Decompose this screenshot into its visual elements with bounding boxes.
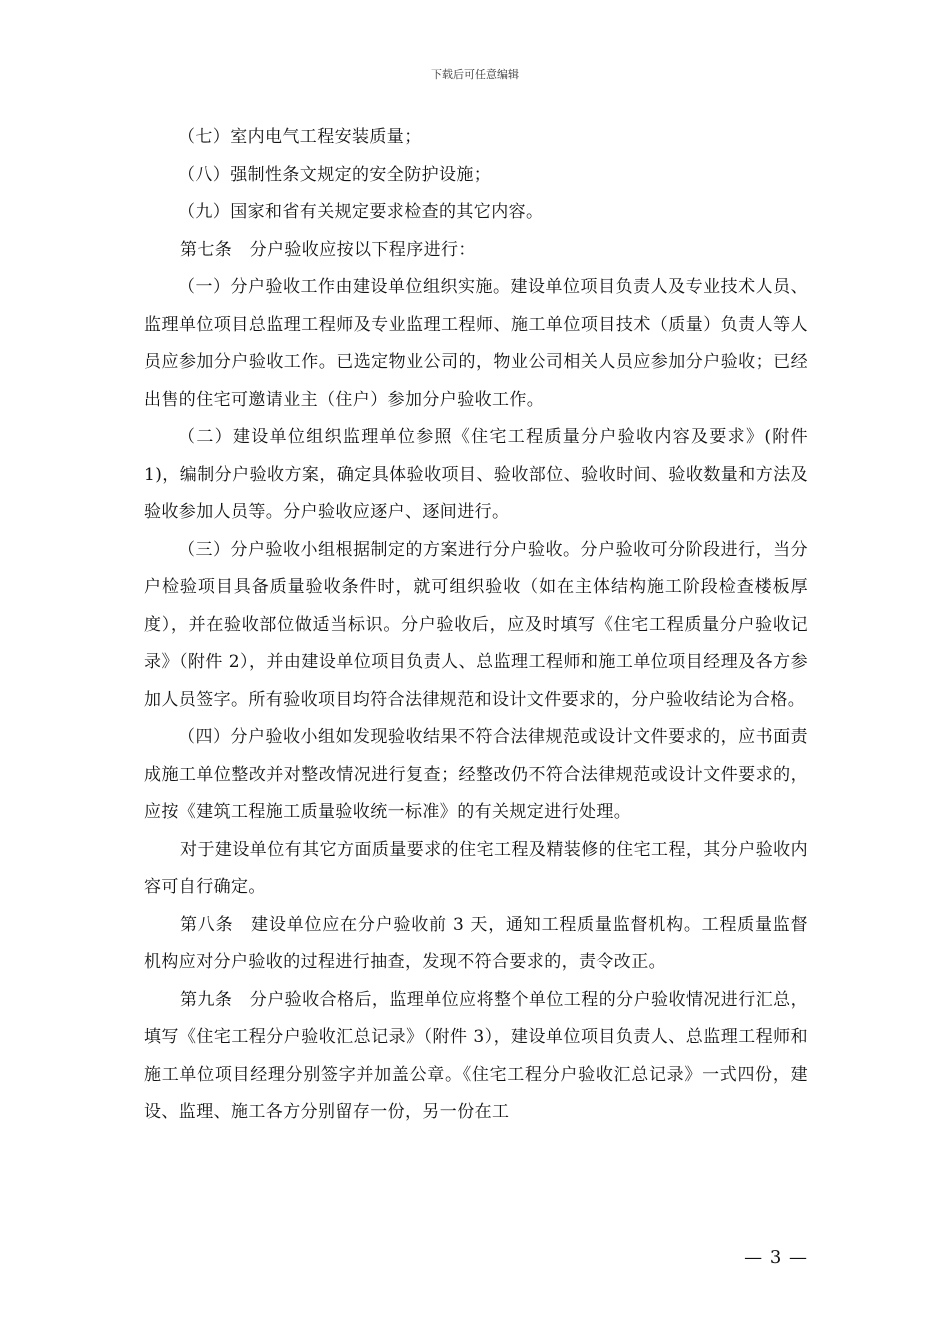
paragraph-procedure-2: （二）建设单位组织监理单位参照《住宅工程质量分户验收内容及要求》(附件 1)，编制分户验收方案，确定具体验收项目、验收部位、验收时间、验收数量和方法及验收参加人员等。分户验收应逐户、逐间进行。 bbox=[144, 427, 808, 522]
page-header-note: 下载后可任意编辑 bbox=[431, 68, 519, 81]
article-8: 第八条 建设单位应在分户验收前 3 天，通知工程质量监督机构。工程质量监督机构应对分户验收的过程进行抽查，发现不符合要求的，责令改正。 bbox=[144, 914, 808, 972]
page-number: — 3 — bbox=[744, 1247, 808, 1268]
paragraph-item-9: （九）国家和省有关规定要求检查的其它内容。 bbox=[178, 202, 544, 222]
paragraph-procedure-3: （三）分户验收小组根据制定的方案进行分户验收。分户验收可分阶段进行，当分户检验项目具备质量验收条件时，就可组织验收（如在主体结构施工阶段检查楼板厚度），并在验收部位做适当标识。分户验收后，应及时填写《住宅工程质量分户验收记录》（附件 2），并由建设单位项目负责人、总监理工程师和施工单位项目经理及各方参加人员签字。所有验收项目均符合法律规范和设计文件要求的，分户验收结论为合格。 bbox=[144, 539, 808, 710]
paragraph-additional-requirements: 对于建设单位有其它方面质量要求的住宅工程及精装修的住宅工程，其分户验收内容可自行确定。 bbox=[144, 839, 808, 897]
article-7-heading: 第七条 分户验收应按以下程序进行： bbox=[180, 239, 476, 260]
paragraph-procedure-1: （一）分户验收工作由建设单位组织实施。建设单位项目负责人及专业技术人员、监理单位项目总监理工程师及专业监理工程师、施工单位项目技术（质量）负责人等人员应参加分户验收工作。已选定物业公司的，物业公司相关人员应参加分户验收；已经出售的住宅可邀请业主（住户）参加分户验收工作。 bbox=[144, 277, 808, 410]
paragraph-item-8: （八）强制性条文规定的安全防护设施； bbox=[178, 164, 492, 185]
document-body bbox=[144, 119, 808, 1132]
paragraph-item-7: （七）室内电气工程安装质量； bbox=[178, 127, 422, 147]
paragraph-procedure-4: （四）分户验收小组如发现验收结果不符合法律规范或设计文件要求的，应书面责成施工单位整改并对整改情况进行复查；经整改仍不符合法律规范或设计文件要求的，应按《建筑工程施工质量验收统一标准》的有关规定进行处理。 bbox=[144, 727, 808, 822]
article-9: 第九条 分户验收合格后，监理单位应将整个单位工程的分户验收情况进行汇总，填写《住宅工程分户验收汇总记录》（附件 3），建设单位项目负责人、总监理工程师和施工单位项目经理分别签字并加盖公章。《住宅工程分户验收汇总记录》一式四份，建设、监理、施工各方分别留存一份，另一份在工 bbox=[144, 989, 808, 1122]
